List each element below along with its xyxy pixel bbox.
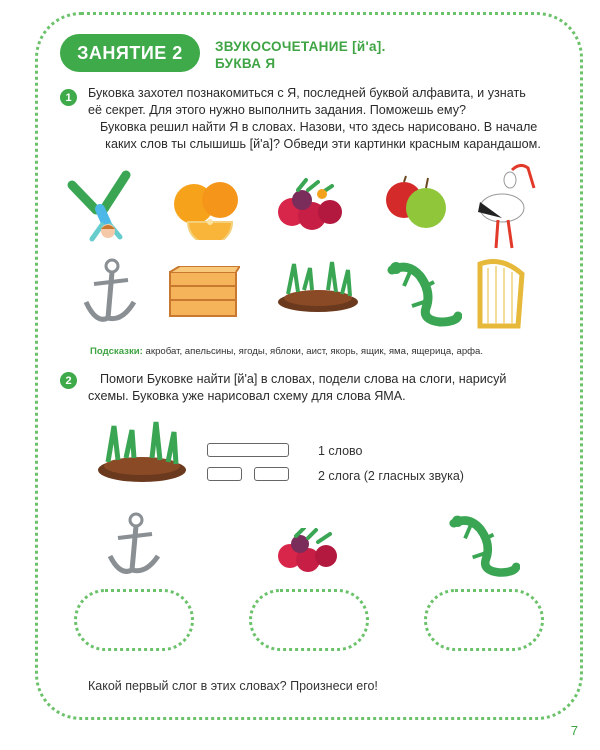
task-1-number: 1 [60, 89, 77, 106]
answer-area-berries[interactable] [249, 589, 369, 651]
page-number: 7 [570, 723, 578, 738]
pit-picture[interactable] [274, 258, 360, 314]
scheme-label-word: 1 слово [318, 444, 363, 458]
acrobat-picture[interactable] [64, 165, 144, 245]
lizard-picture[interactable] [386, 258, 462, 330]
hints-label: Подсказки: [90, 346, 143, 357]
stork-picture[interactable] [468, 162, 536, 252]
task-1-instruction-line-2: каких слов ты слышишь [й'а]? Обведи эти картинки красным карандашом. [105, 137, 541, 151]
lizard-task2-picture [448, 510, 520, 582]
task-1-intro [88, 85, 526, 119]
lesson-badge: ЗАНЯТИЕ 2 [60, 34, 200, 72]
syllable-scheme-box-1 [207, 467, 242, 481]
syllable-scheme-box-2 [254, 467, 289, 481]
task-1-instruction [88, 119, 558, 153]
crate-picture[interactable] [168, 266, 240, 318]
berries-picture[interactable] [270, 178, 350, 238]
task-1-instruction-line-1: Буковка решил найти Я в словах. Назови, что здесь нарисовано. В начале [100, 120, 538, 134]
anchor-picture[interactable] [80, 258, 140, 326]
hints-line [90, 346, 483, 357]
harp-picture[interactable] [472, 256, 528, 330]
topic-line-2: БУКВА Я [215, 56, 276, 71]
berries-task2-picture [272, 528, 346, 576]
lesson-topic [215, 38, 386, 72]
task-2-instruction-line-1: Помоги Буковке найти [й'а] в словах, подели слова на слоги, нарисуй [100, 372, 507, 386]
pit-example-picture [92, 418, 188, 484]
topic-line-1: ЗВУКОСОЧЕТАНИЕ [й'а]. [215, 39, 386, 54]
answer-area-anchor[interactable] [74, 589, 194, 651]
task-1-intro-line-2: её секрет. Для этого нужно выполнить задания. Поможешь ему? [88, 103, 467, 117]
scheme-label-syllables: 2 слога (2 гласных звука) [318, 469, 464, 483]
anchor-task2-picture [104, 512, 162, 578]
task-1-intro-line-1: Буковка захотел познакомиться с Я, последней буквой алфавита, и узнать [88, 86, 526, 100]
hints-text: акробат, апельсины, ягоды, яблоки, аист, якорь, ящик, яма, ящерица, арфа. [145, 346, 484, 357]
answer-area-lizard[interactable] [424, 589, 544, 651]
task-2-instruction [88, 371, 506, 405]
task-2-instruction-line-2: схемы. Буковка уже нарисовал схему для слова ЯМА. [88, 389, 406, 403]
apples-picture[interactable] [382, 174, 452, 236]
task-2-number: 2 [60, 372, 77, 389]
word-scheme-box [207, 443, 289, 457]
oranges-picture[interactable] [168, 178, 248, 240]
final-question: Какой первый слог в этих словах? Произнеси его! [88, 679, 378, 693]
